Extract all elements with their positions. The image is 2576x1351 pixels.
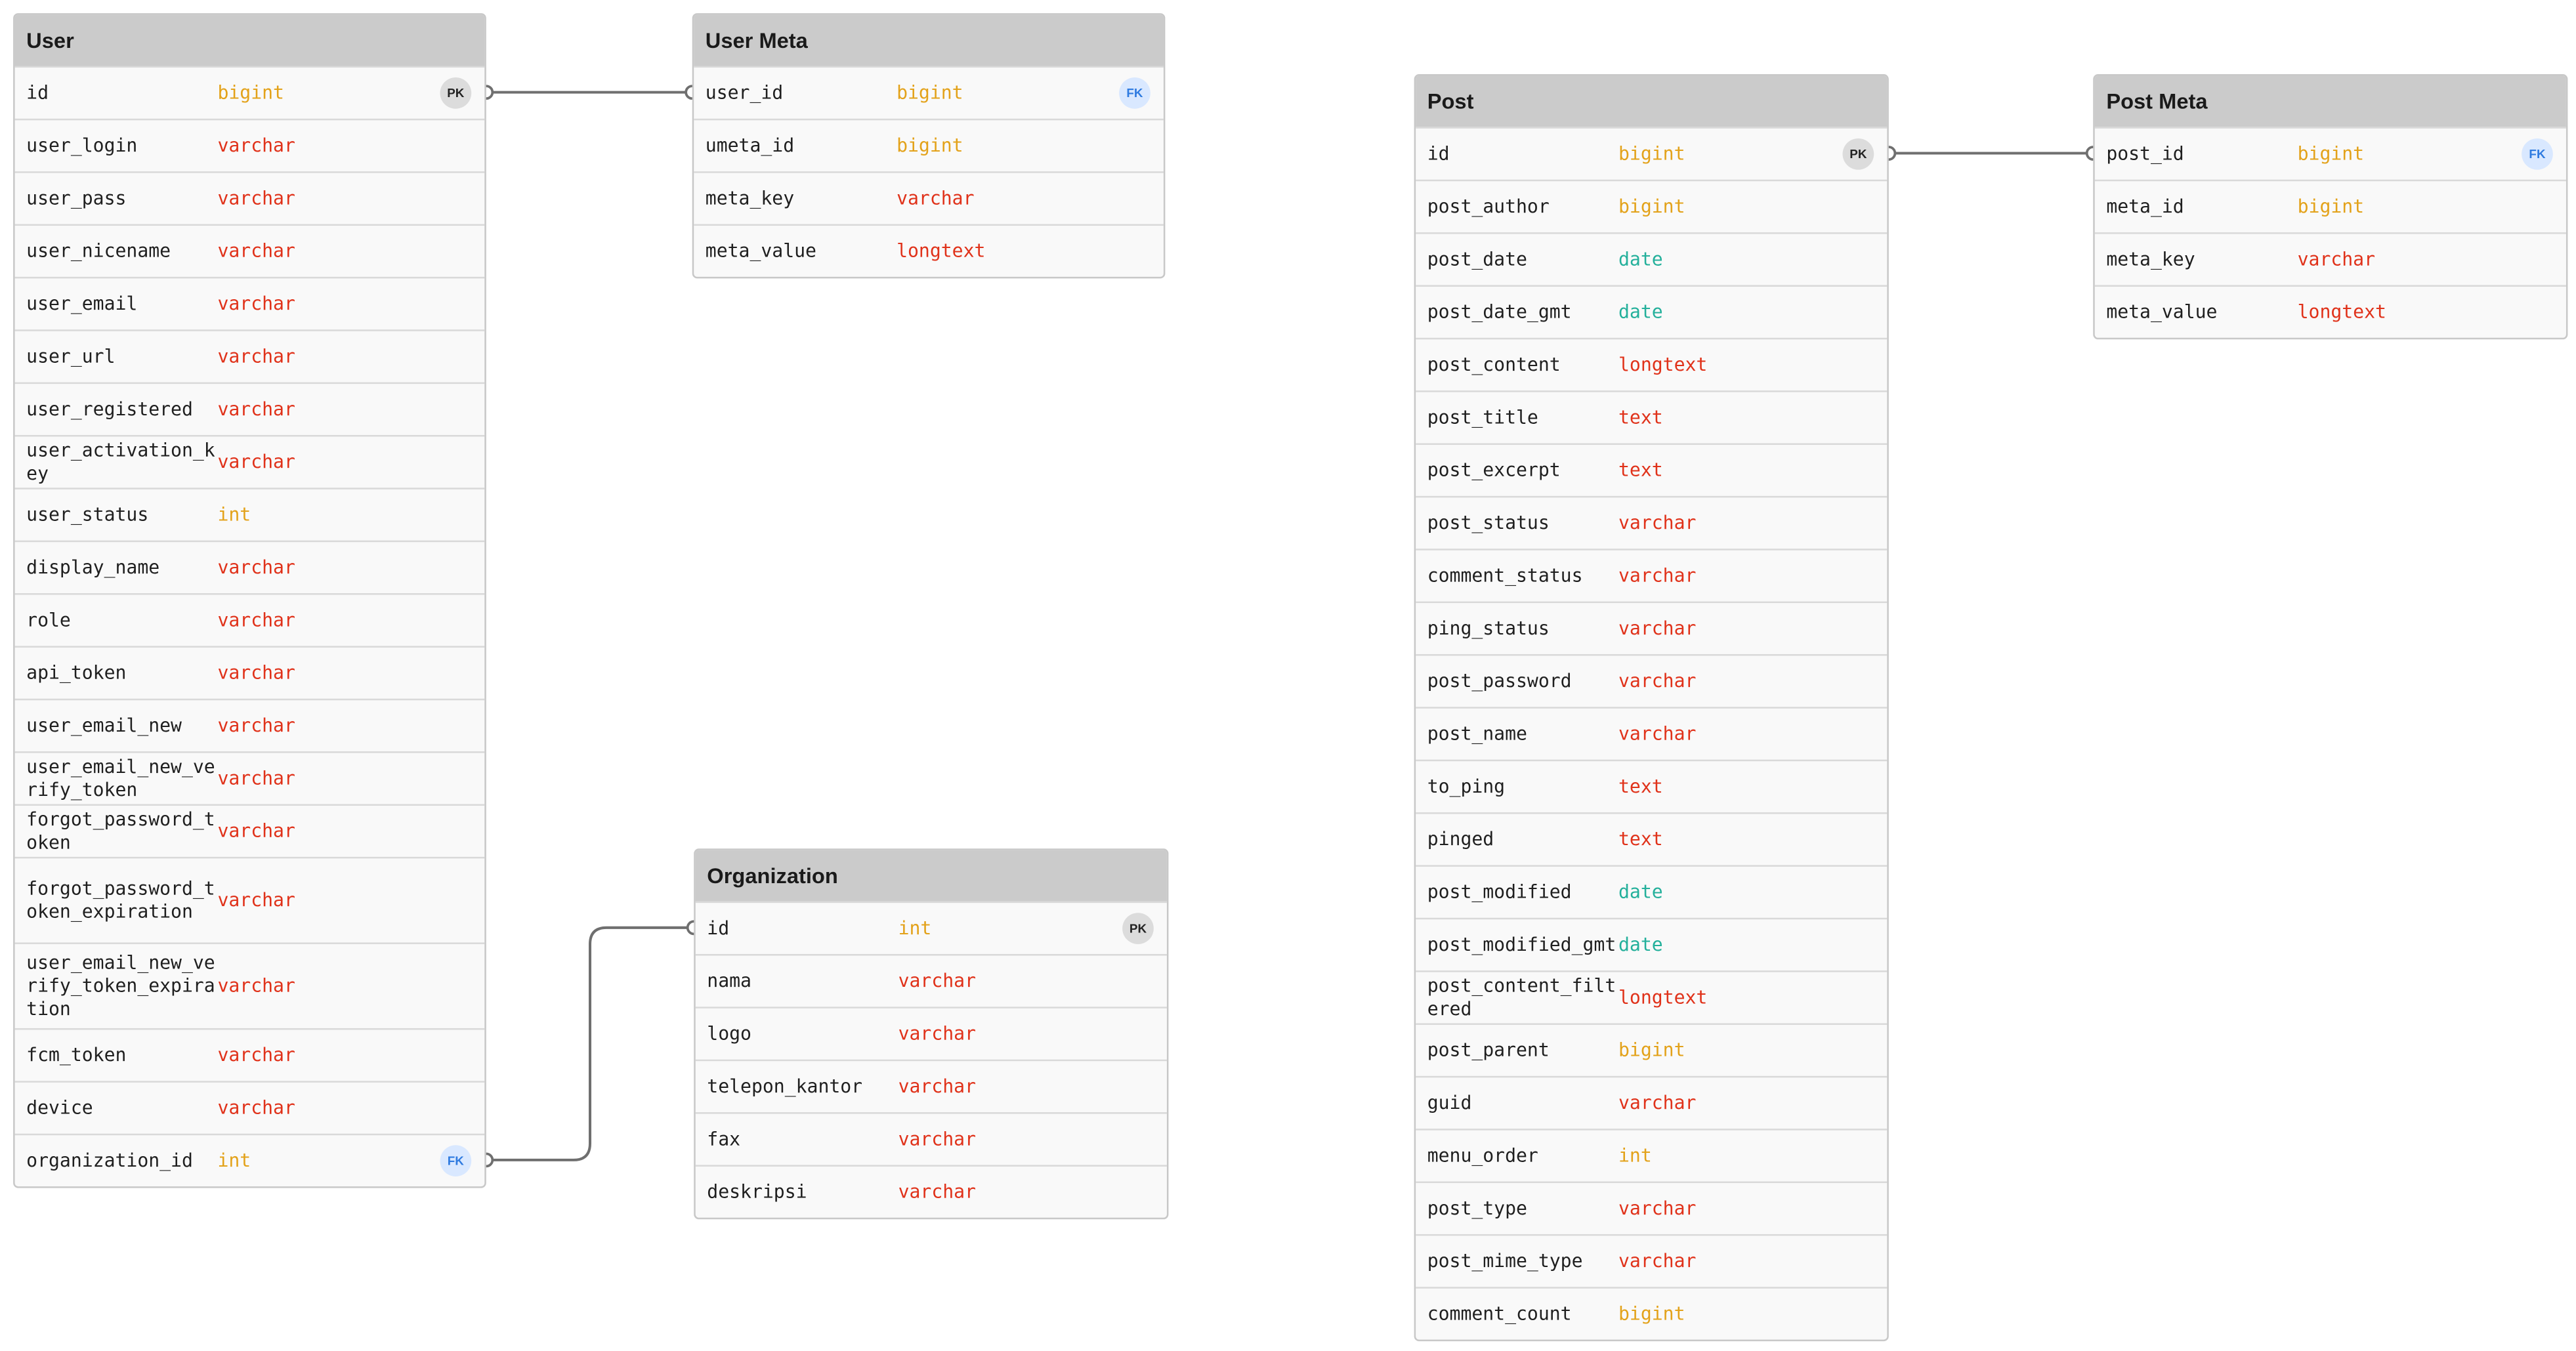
column-type: varchar xyxy=(217,346,295,367)
column-type: varchar xyxy=(898,1181,977,1203)
column-row-user-email[interactable] xyxy=(15,277,485,329)
column-row-ping-status[interactable] xyxy=(1416,602,1887,654)
column-name: forgot_password_token_expiration xyxy=(26,877,215,923)
column-type: bigint xyxy=(1618,1039,1685,1062)
table-header: User xyxy=(15,15,485,66)
column-type: varchar xyxy=(217,610,295,631)
column-name: logo xyxy=(707,1022,751,1044)
column-type: varchar xyxy=(897,188,975,209)
column-type: varchar xyxy=(1618,1197,1697,1220)
column-name: meta_key xyxy=(2106,247,2195,270)
column-type: text xyxy=(1618,459,1663,482)
column-type: varchar xyxy=(217,768,295,789)
column-type: varchar xyxy=(217,556,295,579)
column-type: varchar xyxy=(217,820,295,842)
column-name: organization_id xyxy=(26,1149,193,1171)
column-name: user_email_new_verify_token_expiration xyxy=(26,951,215,1020)
table-header: User Meta xyxy=(694,15,1164,66)
column-row-post-name[interactable] xyxy=(1416,707,1887,759)
column-name: post_name xyxy=(1427,722,1527,744)
column-type: date xyxy=(1618,249,1663,270)
column-row-post-content[interactable] xyxy=(1416,338,1887,390)
column-row-logo[interactable] xyxy=(696,1007,1167,1059)
relationship-line[interactable] xyxy=(486,928,694,1160)
column-type: int xyxy=(898,917,932,940)
column-row-organization-id[interactable] xyxy=(15,1134,485,1186)
column-name: post_excerpt xyxy=(1427,459,1561,481)
column-name: user_pass xyxy=(26,187,127,209)
column-row-post-date[interactable] xyxy=(1416,232,1887,285)
column-row-post-date-gmt[interactable] xyxy=(1416,285,1887,337)
column-type: varchar xyxy=(898,1075,977,1098)
column-row-id[interactable] xyxy=(1416,127,1887,179)
column-type: varchar xyxy=(217,293,295,315)
primary-key-badge: PK xyxy=(440,77,471,109)
column-row-user-email-new-verify-token[interactable] xyxy=(15,751,485,804)
column-name: post_title xyxy=(1427,406,1538,428)
column-name: post_author xyxy=(1427,195,1550,217)
column-type: bigint xyxy=(897,82,963,104)
column-row-id[interactable] xyxy=(696,902,1167,954)
column-name: api_token xyxy=(26,661,127,683)
column-name: post_content xyxy=(1427,353,1561,375)
column-type: varchar xyxy=(1618,723,1697,745)
column-name: post_parent xyxy=(1427,1039,1550,1060)
column-name: umeta_id xyxy=(705,134,795,156)
column-type: varchar xyxy=(898,1023,977,1045)
column-row-nama[interactable] xyxy=(696,954,1167,1007)
column-row-post-author[interactable] xyxy=(1416,180,1887,232)
column-row-post-excerpt[interactable] xyxy=(1416,444,1887,496)
column-type: longtext xyxy=(1618,987,1708,1008)
column-row-device[interactable] xyxy=(15,1081,485,1133)
column-name: user_activation_key xyxy=(26,439,215,484)
foreign-key-badge: FK xyxy=(1119,77,1151,109)
column-type: varchar xyxy=(1618,512,1697,534)
column-name: post_date_gmt xyxy=(1427,301,1572,322)
column-row-post-type[interactable] xyxy=(1416,1182,1887,1234)
column-type: text xyxy=(1618,407,1663,428)
column-type: bigint xyxy=(1618,196,1685,218)
column-row-user-activation-key[interactable] xyxy=(15,435,485,488)
column-type: varchar xyxy=(898,970,977,992)
column-row-menu-order[interactable] xyxy=(1416,1129,1887,1181)
table-header: Organization xyxy=(696,850,1167,902)
column-name: user_registered xyxy=(26,398,193,420)
column-row-to-ping[interactable] xyxy=(1416,760,1887,812)
column-type: varchar xyxy=(1618,565,1697,587)
column-row-post-modified[interactable] xyxy=(1416,865,1887,917)
column-type: varchar xyxy=(898,1129,977,1150)
foreign-key-badge: FK xyxy=(440,1145,471,1176)
column-type: varchar xyxy=(217,135,295,157)
column-type: longtext xyxy=(2297,301,2386,323)
column-name: post_status xyxy=(1427,511,1550,533)
column-name: post_content_filtered xyxy=(1427,974,1616,1020)
column-name: fax xyxy=(707,1127,741,1150)
column-name: user_email_new xyxy=(26,714,182,736)
column-type: int xyxy=(217,504,251,526)
column-row-meta-key[interactable] xyxy=(2095,232,2566,285)
column-row-post-mime-type[interactable] xyxy=(1416,1234,1887,1287)
column-row-user-login[interactable] xyxy=(15,119,485,171)
column-name: ping_status xyxy=(1427,617,1550,639)
column-type: varchar xyxy=(1618,1092,1697,1114)
column-type: bigint xyxy=(2297,196,2365,218)
column-row-user-id[interactable] xyxy=(694,66,1164,118)
column-name: post_password xyxy=(1427,669,1572,692)
column-row-post-modified-gmt[interactable] xyxy=(1416,918,1887,970)
column-name: user_nicename xyxy=(26,239,171,262)
column-type: varchar xyxy=(217,1045,295,1066)
column-name: display_name xyxy=(26,556,160,578)
column-type: bigint xyxy=(1618,1303,1685,1325)
column-type: text xyxy=(1618,829,1663,850)
column-row-user-nicename[interactable] xyxy=(15,224,485,277)
column-row-user-pass[interactable] xyxy=(15,171,485,224)
column-type: text xyxy=(1618,776,1663,798)
column-type: varchar xyxy=(1618,671,1697,692)
column-name: post_mime_type xyxy=(1427,1249,1583,1272)
column-name: to_ping xyxy=(1427,775,1506,797)
column-name: post_id xyxy=(2106,142,2184,164)
column-name: user_id xyxy=(705,81,784,103)
column-row-forgot-password-token-expiration[interactable] xyxy=(15,857,485,943)
column-type: varchar xyxy=(217,975,295,997)
column-name: post_modified_gmt xyxy=(1427,933,1616,955)
column-row-comment-status[interactable] xyxy=(1416,549,1887,601)
column-row-deskripsi[interactable] xyxy=(696,1165,1167,1217)
column-row-user-url[interactable] xyxy=(15,329,485,382)
column-type: int xyxy=(1618,1145,1652,1167)
table-header: Post xyxy=(1416,76,1887,127)
column-type: varchar xyxy=(217,715,295,737)
column-type: varchar xyxy=(217,890,295,911)
column-name: menu_order xyxy=(1427,1144,1538,1166)
table-user[interactable] xyxy=(13,13,486,1188)
column-name: nama xyxy=(707,969,751,991)
column-name: guid xyxy=(1427,1091,1472,1113)
column-name: user_email xyxy=(26,292,138,314)
column-name: telepon_kantor xyxy=(707,1075,863,1097)
column-name: meta_id xyxy=(2106,195,2184,217)
column-name: fcm_token xyxy=(26,1043,127,1066)
column-type: varchar xyxy=(2297,249,2376,270)
column-type: varchar xyxy=(1618,1251,1697,1272)
column-type: bigint xyxy=(1618,143,1685,165)
column-row-meta-value[interactable] xyxy=(2095,285,2566,337)
column-row-meta-key[interactable] xyxy=(694,171,1164,224)
column-row-user-email-new-verify-token-expiration[interactable] xyxy=(15,942,485,1028)
column-row-id[interactable] xyxy=(15,66,485,118)
column-type: bigint xyxy=(217,82,284,104)
column-row-post-password[interactable] xyxy=(1416,654,1887,707)
column-row-comment-count[interactable] xyxy=(1416,1287,1887,1339)
column-name: meta_value xyxy=(705,239,816,262)
column-type: varchar xyxy=(217,240,295,262)
foreign-key-badge: FK xyxy=(2522,138,2553,170)
table-header: Post Meta xyxy=(2095,76,2566,127)
column-name: device xyxy=(26,1096,93,1118)
column-row-umeta-id[interactable] xyxy=(694,119,1164,171)
column-type: longtext xyxy=(1618,354,1708,376)
column-row-post-status[interactable] xyxy=(1416,496,1887,549)
column-type: varchar xyxy=(1618,617,1697,640)
table-post[interactable] xyxy=(1414,74,1889,1341)
table-organization[interactable] xyxy=(694,848,1168,1219)
column-name: deskripsi xyxy=(707,1180,807,1202)
column-name: user_email_new_verify_token xyxy=(26,755,215,800)
column-type: date xyxy=(1618,881,1663,904)
column-name: pinged xyxy=(1427,827,1494,850)
column-row-forgot-password-token[interactable] xyxy=(15,804,485,856)
column-row-post-title[interactable] xyxy=(1416,390,1887,443)
column-row-guid[interactable] xyxy=(1416,1076,1887,1129)
column-name: user_status xyxy=(26,503,149,525)
column-row-post-id[interactable] xyxy=(2095,127,2566,179)
column-type: longtext xyxy=(897,240,986,262)
column-row-post-content-filtered[interactable] xyxy=(1416,970,1887,1023)
column-name: id xyxy=(1427,142,1450,164)
primary-key-badge: PK xyxy=(1843,138,1874,170)
column-name: meta_value xyxy=(2106,301,2218,322)
column-type: varchar xyxy=(217,188,295,209)
primary-key-badge: PK xyxy=(1122,913,1154,944)
column-type: varchar xyxy=(217,1097,295,1119)
column-type: int xyxy=(217,1150,251,1172)
column-row-user-status[interactable] xyxy=(15,488,485,540)
column-row-user-registered[interactable] xyxy=(15,383,485,435)
column-name: user_url xyxy=(26,345,116,367)
column-type: date xyxy=(1618,934,1663,956)
column-name: comment_status xyxy=(1427,564,1583,586)
column-row-post-parent[interactable] xyxy=(1416,1023,1887,1075)
column-row-telepon-kantor[interactable] xyxy=(696,1060,1167,1112)
column-name: comment_count xyxy=(1427,1302,1572,1324)
column-type: bigint xyxy=(2297,143,2365,165)
column-row-pinged[interactable] xyxy=(1416,812,1887,865)
column-row-fcm-token[interactable] xyxy=(15,1028,485,1081)
column-name: forgot_password_token xyxy=(26,808,215,853)
column-name: id xyxy=(707,917,730,939)
column-name: role xyxy=(26,608,71,631)
column-row-role[interactable] xyxy=(15,593,485,646)
table-post-meta[interactable] xyxy=(2093,74,2567,339)
column-type: varchar xyxy=(217,451,295,473)
column-name: post_modified xyxy=(1427,881,1572,902)
column-row-display-name[interactable] xyxy=(15,541,485,593)
column-type: bigint xyxy=(897,135,963,157)
column-name: meta_key xyxy=(705,187,795,209)
column-row-meta-id[interactable] xyxy=(2095,180,2566,232)
column-name: post_date xyxy=(1427,247,1527,270)
column-type: varchar xyxy=(217,662,295,684)
column-row-user-email-new[interactable] xyxy=(15,699,485,751)
column-name: post_type xyxy=(1427,1197,1527,1219)
column-type: varchar xyxy=(217,398,295,421)
column-row-api-token[interactable] xyxy=(15,646,485,698)
table-user-meta[interactable] xyxy=(692,13,1166,278)
column-name: id xyxy=(26,81,49,103)
column-name: user_login xyxy=(26,134,138,156)
column-type: date xyxy=(1618,301,1663,323)
column-row-meta-value[interactable] xyxy=(694,224,1164,277)
column-row-fax[interactable] xyxy=(696,1112,1167,1165)
